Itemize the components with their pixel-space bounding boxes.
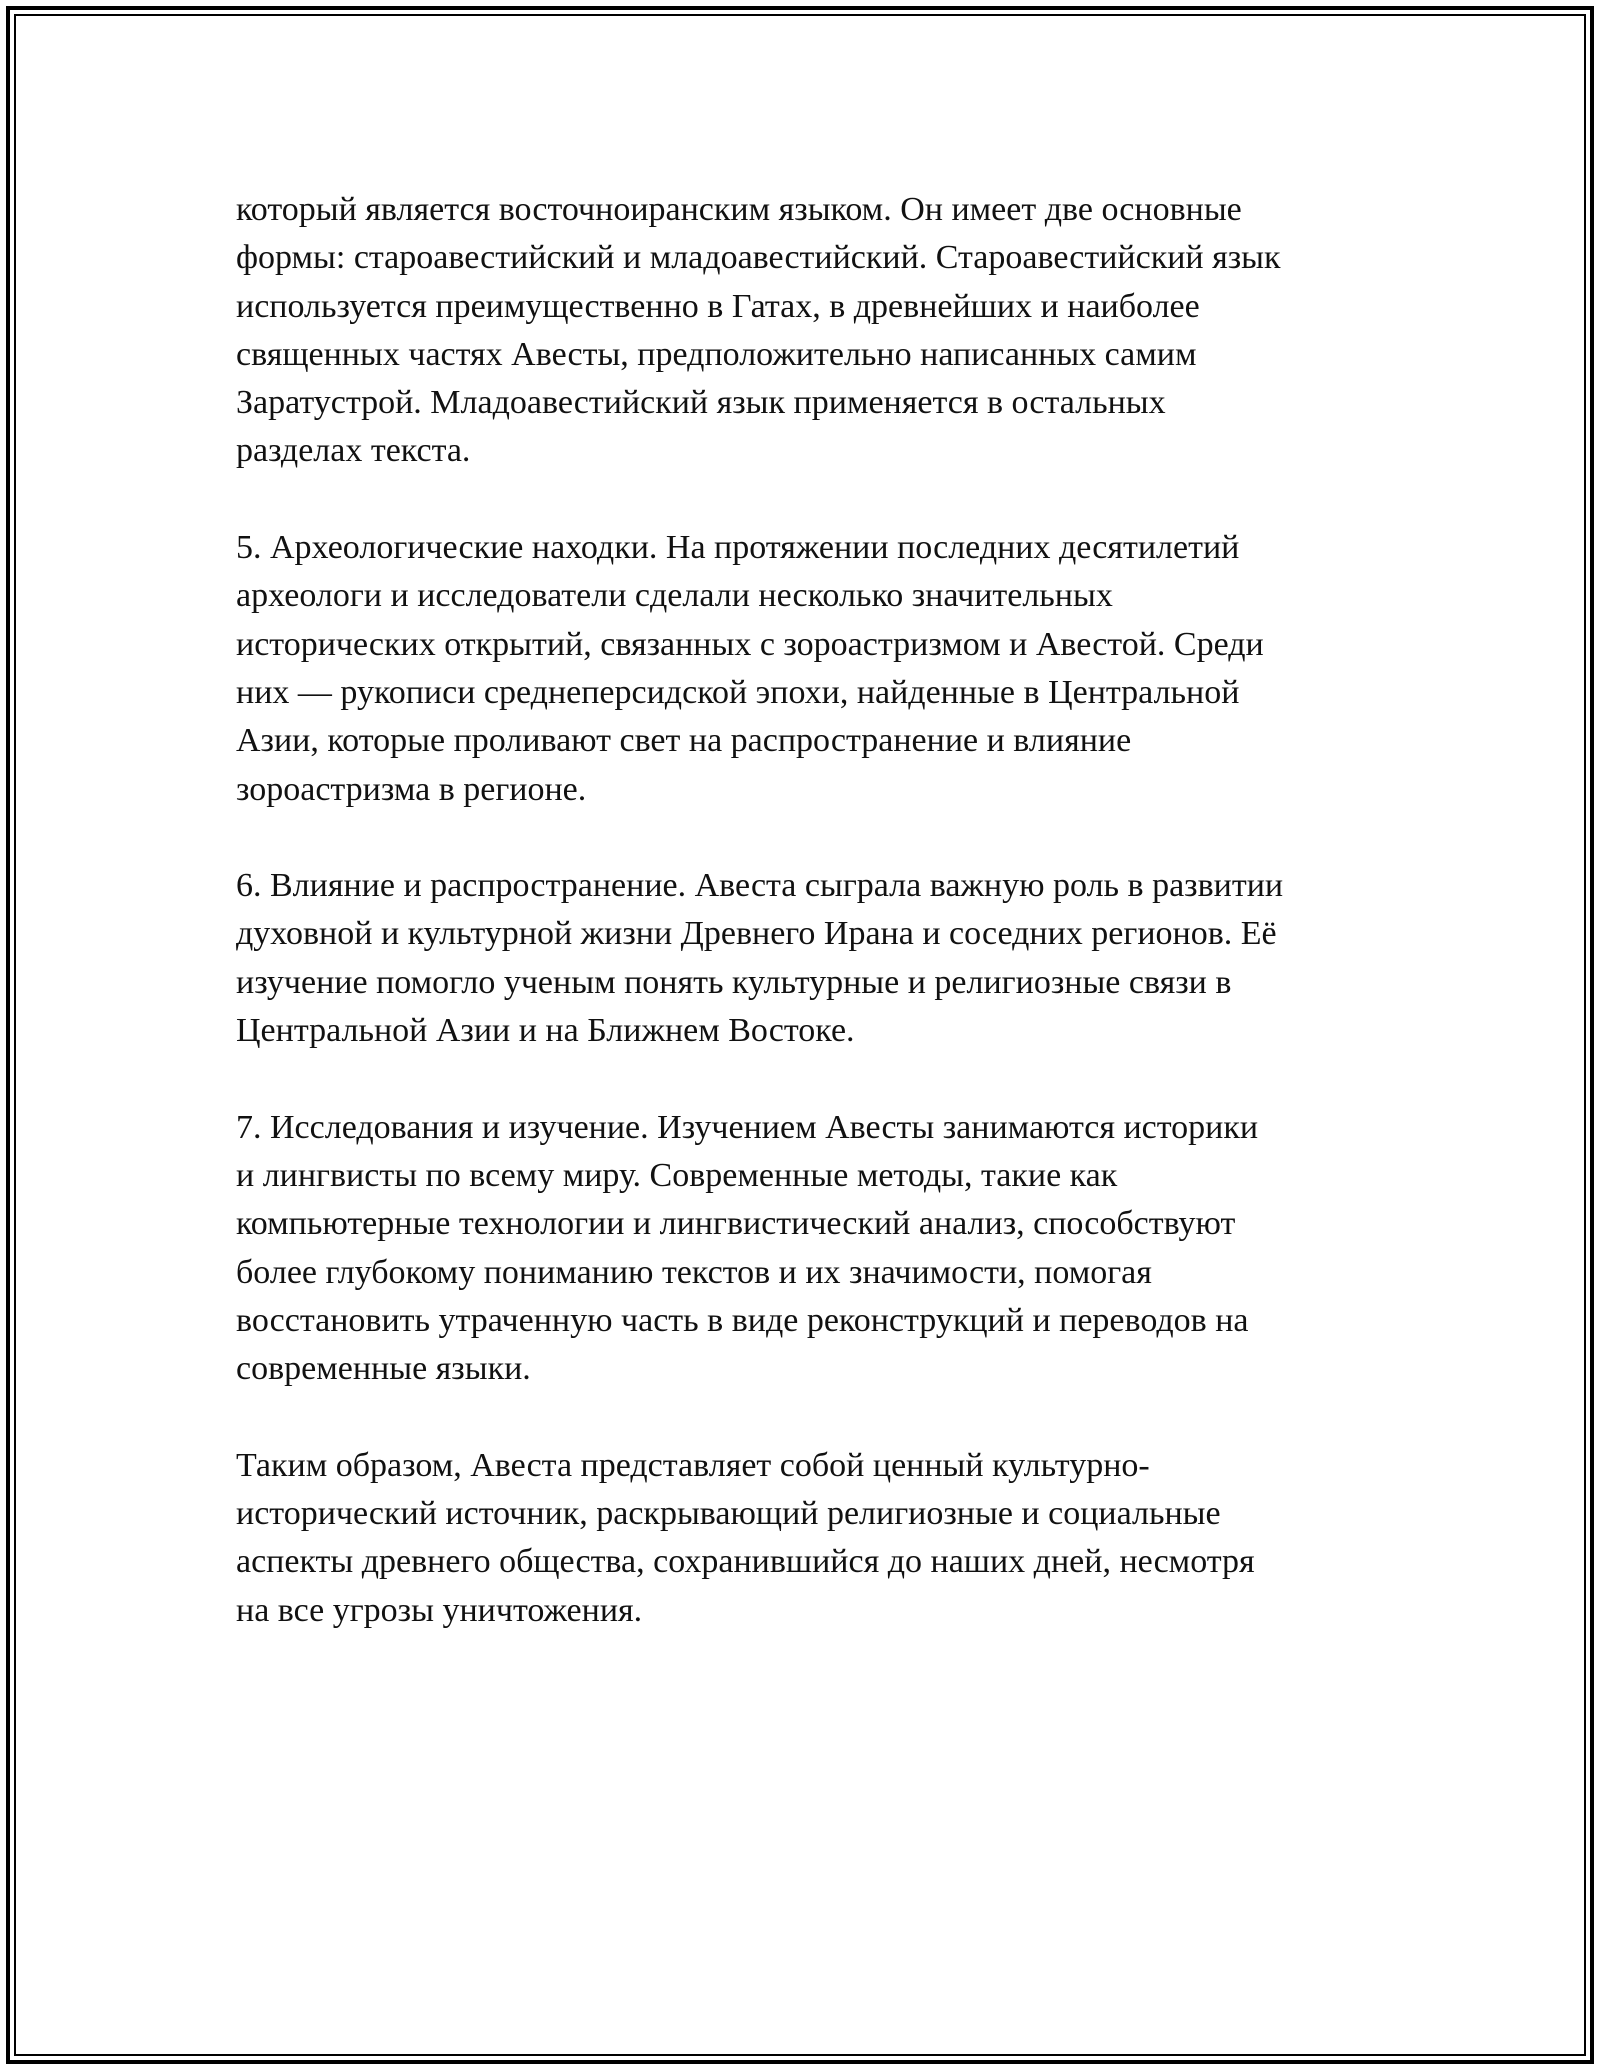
paragraph-avestan-language xyxy=(236,186,1376,476)
text-line: разделах текста. xyxy=(236,432,471,470)
text-line: них — рукописи среднеперсидской эпохи, найденные в Центральной xyxy=(236,673,1240,711)
text-line: аспекты древнего общества, сохранившийся до наших дней, несмотря xyxy=(236,1543,1255,1581)
text-line: и лингвисты по всему миру. Современные методы, такие как xyxy=(236,1156,1118,1194)
paragraph-research xyxy=(236,1104,1376,1394)
text-line: 7. Исследования и изучение. Изучением Авесты занимаются историки xyxy=(236,1108,1259,1146)
paragraph-archaeological-finds xyxy=(236,524,1376,814)
document-body xyxy=(236,186,1376,1683)
text-line: духовной и культурной жизни Древнего Ирана и соседних регионов. Её xyxy=(236,915,1277,953)
text-line: Заратустрой. Младоавестийский язык применяется в остальных xyxy=(236,384,1166,422)
text-line: современные языки. xyxy=(236,1350,531,1388)
text-line: зороастризма в регионе. xyxy=(236,770,587,808)
text-line: 5. Археологические находки. На протяжении последних десятилетий xyxy=(236,529,1240,567)
text-line: который является восточноиранским языком. Он имеет две основные xyxy=(236,191,1242,228)
text-line: более глубокому пониманию текстов и их значимости, помогая xyxy=(236,1253,1152,1291)
text-line: используется преимущественно в Гатах, в древнейших и наиболее xyxy=(236,287,1200,325)
text-line: Азии, которые проливают свет на распространение и влияние xyxy=(236,722,1132,760)
text-line: Таким образом, Авеста представляет собой ценный культурно- xyxy=(236,1446,1150,1484)
text-line: Центральной Азии и на Ближнем Востоке. xyxy=(236,1012,855,1050)
text-line: 6. Влияние и распространение. Авеста сыграла важную роль в развитии xyxy=(236,867,1284,905)
text-line: исторических открытий, связанных с зороастризмом и Авестой. Среди xyxy=(236,625,1264,663)
text-line: изучение помогло ученым понять культурные и религиозные связи в xyxy=(236,963,1232,1001)
text-line: археологи и исследователи сделали несколько значительных xyxy=(236,577,1113,615)
paragraph-influence xyxy=(236,862,1376,1055)
text-line: восстановить утраченную часть в виде реконструкций и переводов на xyxy=(236,1301,1249,1339)
text-line: компьютерные технологии и лингвистический анализ, способствуют xyxy=(236,1205,1236,1243)
text-line: исторический источник, раскрывающий религиозные и социальные xyxy=(236,1495,1221,1533)
text-line: на все угрозы уничтожения. xyxy=(236,1591,643,1629)
text-line: священных частях Авесты, предположительно написанных самим xyxy=(236,335,1197,373)
text-line: формы: староавестийский и младоавестийский. Староавестийский язык xyxy=(236,239,1281,277)
paragraph-conclusion xyxy=(236,1442,1376,1635)
